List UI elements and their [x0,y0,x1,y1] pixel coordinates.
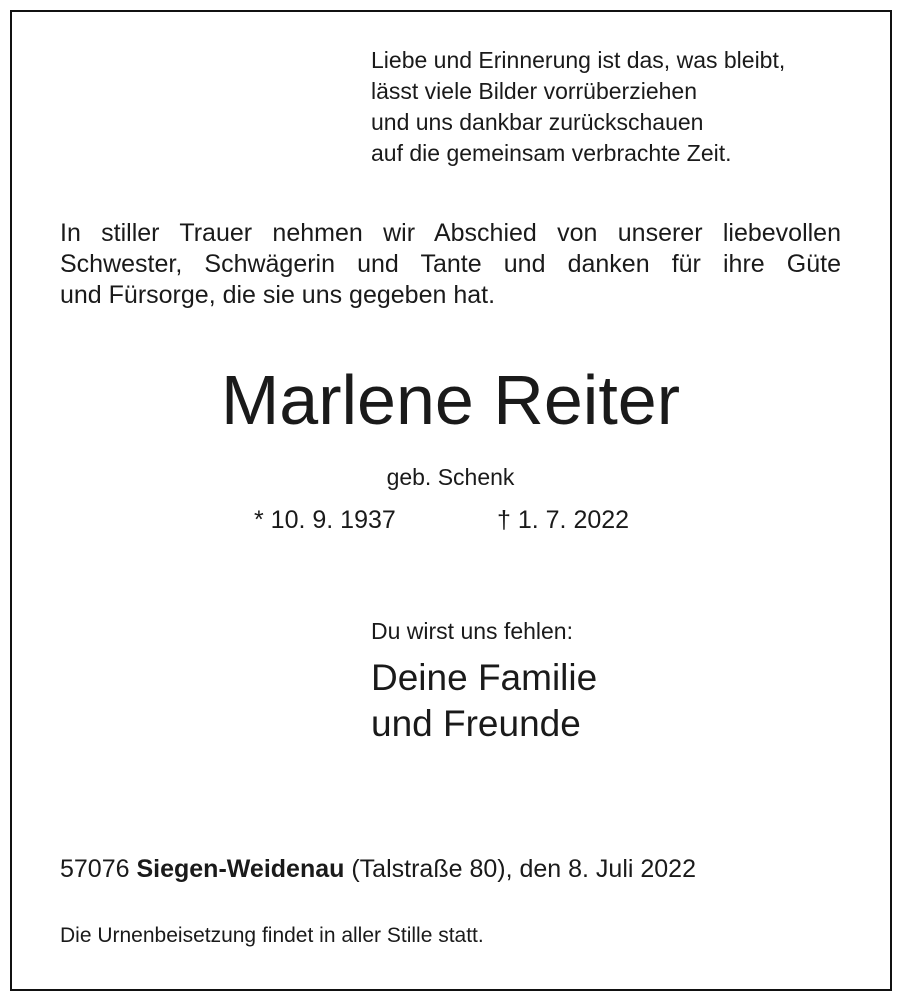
memorial-poem [371,45,785,169]
statement-line: und Fürsorge, die sie uns gegeben hat. [60,281,496,309]
postal-code: 57076 [60,855,130,883]
statement-line: In stiller Trauer nehmen wir Abschied von unserer liebevollen [60,219,841,247]
farewell-line: Du wirst uns fehlen: [371,618,573,644]
place-and-date [60,852,696,886]
poem-line: Liebe und Erinnerung ist das, was bleibt, [371,47,786,73]
signature-line: und Freunde [371,703,581,744]
birth-date: * 10. 9. 1937 [254,506,396,534]
statement-line: Schwester, Schwägerin und Tante und danken für ihre Güte [60,250,841,278]
burial-note: Die Urnenbeisetzung findet in aller Stille statt. [60,924,484,947]
address-and-date: (Talstraße 80), den 8. Juli 2022 [351,855,696,883]
city-name: Siegen-Weidenau [136,855,345,883]
poem-line: und uns dankbar zurückschauen [371,109,704,135]
poem-line: auf die gemeinsam verbrachte Zeit. [371,140,732,166]
deceased-name: Marlene Reiter [220,361,681,439]
mourning-statement [60,218,841,311]
poem-line: lässt viele Bilder vorrüberziehen [371,78,697,104]
maiden-name: geb. Schenk [386,464,515,490]
signature [371,655,597,747]
signature-line: Deine Familie [371,657,598,698]
death-date: † 1. 7. 2022 [497,506,630,534]
